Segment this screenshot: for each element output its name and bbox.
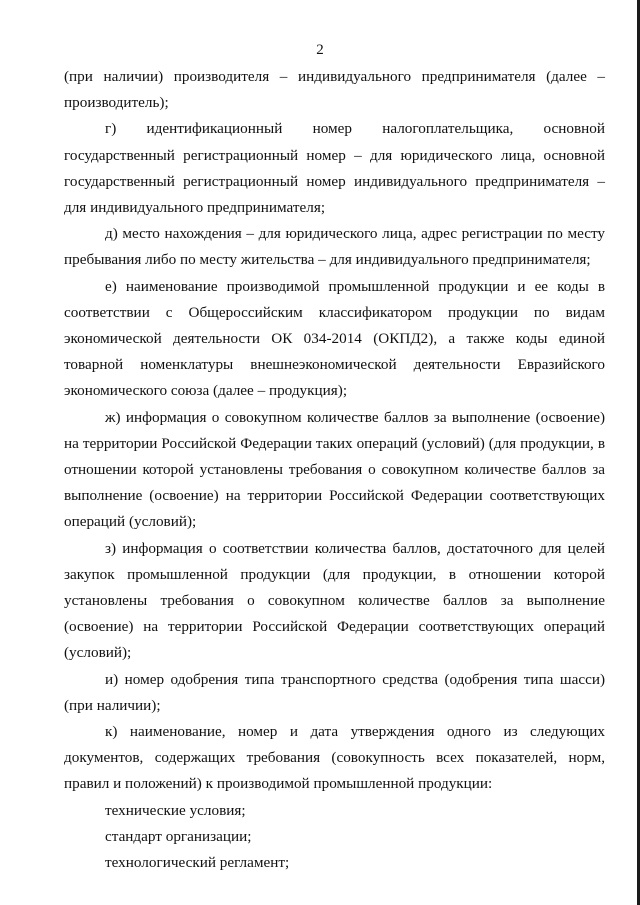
paragraph-continuation [64,64,605,116]
paragraph-d [64,221,605,273]
paragraph-i [64,667,605,719]
paragraph-g [64,116,605,221]
list-item: технологический регламент; [105,854,290,872]
paragraph-text: (при наличии) производителя – индивидуального предпринимателя (далее – производитель); [64,68,605,112]
paragraph-text: и) номер одобрения типа транспортного средства (одобрения типа шасси) (при наличии); [64,670,605,714]
paragraph-z [64,536,605,667]
paragraph-text: к) наименование, номер и дата утверждения одного из следующих документов, содержащих требования (совокупность всех показателей, норм, правил и положений) к производимой промышленной продукции: [64,723,605,793]
page-number: 2 [316,42,324,58]
list-item: стандарт организации; [105,827,252,845]
list-item: технические условия; [105,801,246,819]
paragraph-text: з) информация о соответствии количества баллов, достаточного для целей закупок промышленной продукции (для продукции, в отношении которой установлены требования о совокупном количестве баллов за выполнение (освоение) на территории Российской Федерации соответствующих операций (условий); [64,539,605,662]
paragraph-zh [64,405,605,536]
paragraph-text: е) наименование производимой промышленной продукции и ее коды в соответствии с Общероссийским классификатором продукции по видам экономической деятельности ОК 034-2014 (ОКПД2), а также коды единой товарной номенклатуры внешнеэкономической деятельности Евразийского экономического союза (далее – продукция); [64,277,605,400]
paragraph-e [64,274,605,405]
paragraph-k [64,719,605,798]
paragraph-text: г) идентификационный номер налогоплательщика, основной государственный регистрационный номер – для юридического лица, основной государственный регистрационный номер индивидуального предпринимателя – для индивидуального предпринимателя; [64,120,605,217]
paragraph-text: ж) информация о совокупном количестве баллов за выполнение (освоение) на территории Российской Федерации таких операций (условий) (для продукции, в отношении которой установлены требования о совокупном количестве баллов за выполнение (освоение) на территории Российской Федерации соответствующих операций (условий); [64,408,605,531]
paragraph-text: д) место нахождения – для юридического лица, адрес регистрации по месту пребывания либо по месту жительства – для индивидуального предпринимателя; [64,225,605,269]
document-body [64,64,605,876]
